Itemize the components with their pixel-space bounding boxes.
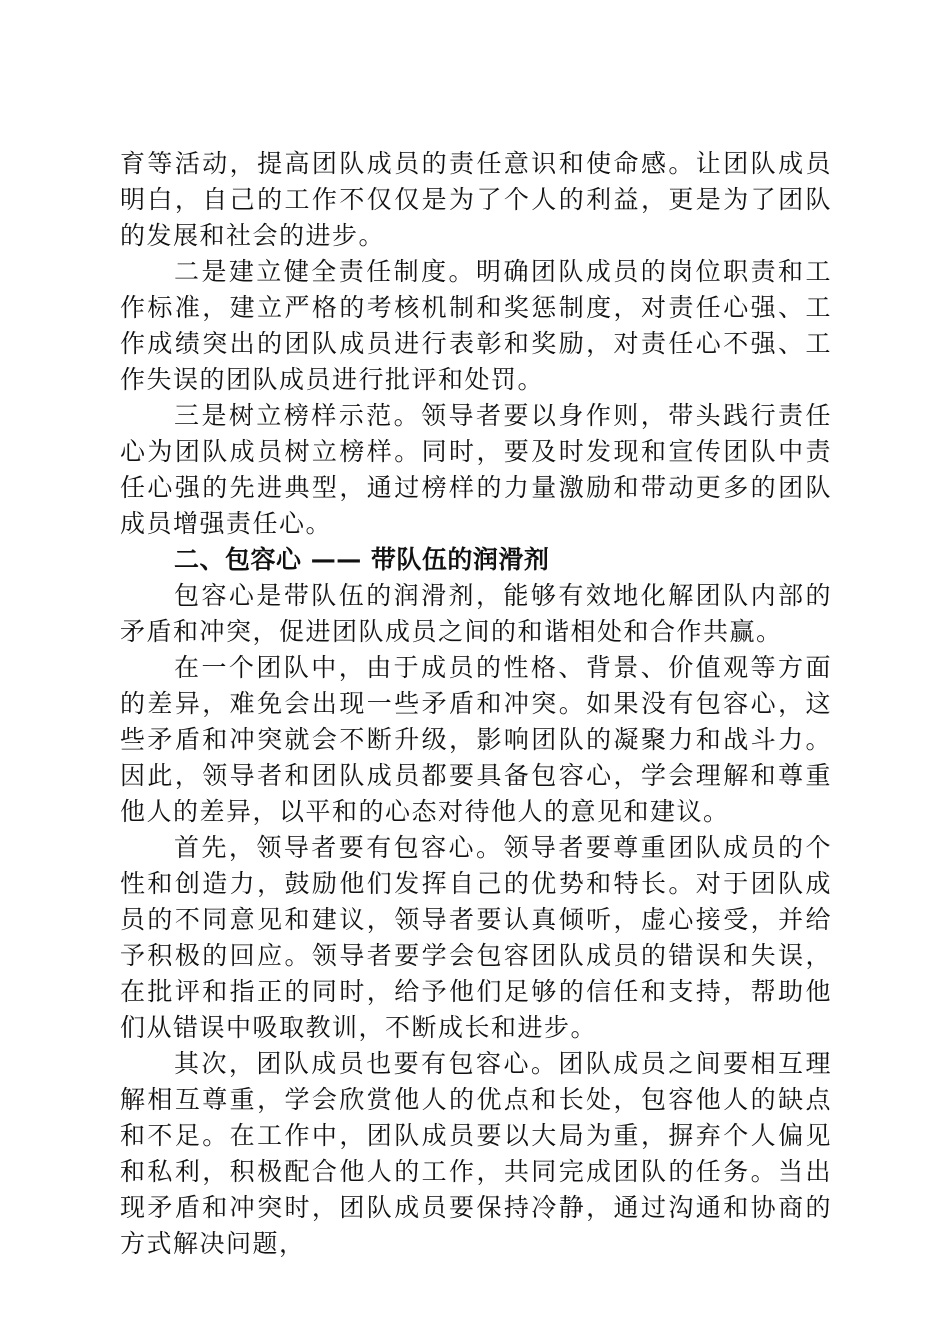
paragraph-continuation: 育等活动，提高团队成员的责任意识和使命感。让团队成员明白，自己的工作不仅仅是为了个人的利益，更是为了团队的发展和社会的进步。 [120, 149, 832, 250]
section-heading: 二、包容心 —— 带队伍的润滑剂 [174, 545, 550, 574]
paragraph-team-differences: 在一个团队中，由于成员的性格、背景、价值观等方面的差异，难免会出现一些矛盾和冲突。如果没有包容心，这些矛盾和冲突就会不断升级，影响团队的凝聚力和战斗力。因此，领导者和团队成员都要具备包容心，学会理解和尊重他人的差异，以平和的心态对待他人的意见和建议。 [120, 653, 832, 826]
paragraph-responsibility-system: 二是建立健全责任制度。明确团队成员的岗位职责和工作标准，建立严格的考核机制和奖惩制度，对责任心强、工作成绩突出的团队成员进行表彰和奖励，对责任心不强、工作失误的团队成员进行批评和处罚。 [120, 257, 832, 394]
paragraph-tolerance-intro: 包容心是带队伍的润滑剂，能够有效地化解团队内部的矛盾和冲突，促进团队成员之间的和谐相处和合作共赢。 [120, 581, 832, 646]
document-page [120, 146, 832, 1262]
paragraph-role-model: 三是树立榜样示范。领导者要以身作则，带头践行责任心为团队成员树立榜样。同时，要及时发现和宣传团队中责任心强的先进典型，通过榜样的力量激励和带动更多的团队成员增强责任心。 [120, 401, 832, 538]
paragraph-member-tolerance: 其次，团队成员也要有包容心。团队成员之间要相互理解相互尊重，学会欣赏他人的优点和长处，包容他人的缺点和不足。在工作中，团队成员要以大局为重，摒弃个人偏见和私利，积极配合他人的工作，共同完成团队的任务。当出现矛盾和冲突时，团队成员要保持冷静，通过沟通和协商的方式解决问题， [120, 1049, 832, 1258]
paragraph-leader-tolerance: 首先，领导者要有包容心。领导者要尊重团队成员的个性和创造力，鼓励他们发挥自己的优势和特长。对于团队成员的不同意见和建议，领导者要认真倾听，虚心接受，并给予积极的回应。领导者要学会包容团队成员的错误和失误，在批评和指正的同时，给予他们足够的信任和支持，帮助他们从错误中吸取教训，不断成长和进步。 [120, 833, 832, 1042]
